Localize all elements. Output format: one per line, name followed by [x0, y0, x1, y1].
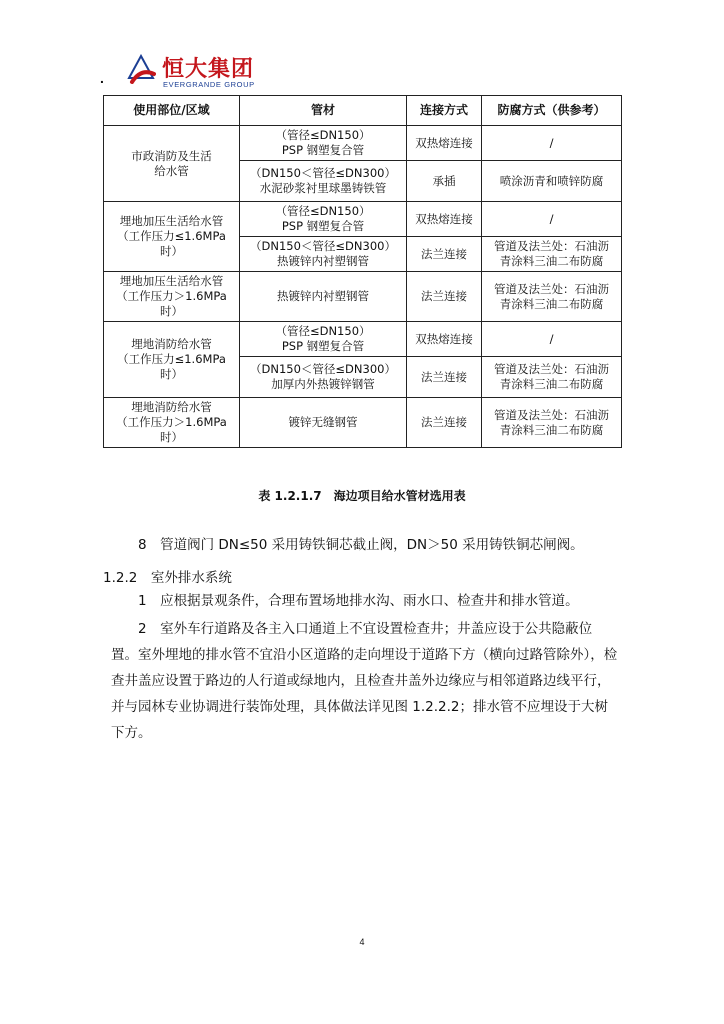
pipe-cell: 镀锌无缝钢管 — [240, 398, 407, 448]
connection-cell: 法兰连接 — [407, 357, 482, 398]
connection-cell: 法兰连接 — [407, 272, 482, 322]
anticorrosion-cell: 管道及法兰处：石油沥 青涂料三油二布防腐 — [482, 398, 622, 448]
pipe-cell: （管径≤DN150） PSP 钢塑复合管 — [240, 126, 407, 161]
connection-cell: 双热熔连接 — [407, 322, 482, 357]
area-cell: 埋地加压生活给水管 （工作压力≤1.6MPa 时） — [104, 202, 240, 272]
table-caption: 表 1.2.1.7 海边项目给水管材选用表 — [258, 489, 466, 503]
area-cell: 埋地加压生活给水管 （工作压力＞1.6MPa 时） — [104, 272, 240, 322]
table-row — [104, 398, 622, 448]
table-row — [104, 126, 622, 161]
header-area: 使用部位/区域 — [104, 96, 240, 126]
paragraph-item-1: 1 应根据景观条件，合理布置场地排水沟、雨水口、检查井和排水管道。 — [138, 593, 579, 609]
connection-cell: 法兰连接 — [407, 237, 482, 272]
pipe-cell: （DN150＜管径≤DN300） 水泥砂浆衬里球墨铸铁管 — [240, 161, 407, 202]
pipe-cell: （管径≤DN150） PSP 钢塑复合管 — [240, 322, 407, 357]
evergrande-logo-icon — [126, 54, 156, 84]
header-bullet: . — [100, 70, 104, 86]
page-header — [100, 50, 620, 94]
anticorrosion-cell: / — [482, 202, 622, 237]
anticorrosion-cell: 管道及法兰处：石油沥 青涂料三油二布防腐 — [482, 357, 622, 398]
logo-english-text: EVERGRANDE GROUP — [163, 80, 255, 89]
table-row — [104, 202, 622, 237]
connection-cell: 承插 — [407, 161, 482, 202]
logo-chinese-text: 恒大集团 — [162, 57, 255, 82]
connection-cell: 双热熔连接 — [407, 202, 482, 237]
pipe-cell: （DN150＜管径≤DN300） 加厚内外热镀锌钢管 — [240, 357, 407, 398]
paragraph-item-2: 2 室外车行道路及各主入口通道上不宜设置检查井；井盖应设于公共隐蔽位置。室外埋地的排水管不宜沿小区道路的走向埋设于道路下方（横向过路管除外），检查井盖应设置于路边的人行道或绿地内，且检查井盖外边缘应与相邻道路边线平行，并与园林专业协调进行装饰处理，具体做法详见图 1.2.2.2；排水管不应埋设于大树下方。 — [111, 621, 618, 741]
table-row — [104, 322, 622, 357]
anticorrosion-cell: 管道及法兰处：石油沥 青涂料三油二布防腐 — [482, 272, 622, 322]
pipe-cell: （DN150＜管径≤DN300） 热镀锌内衬塑钢管 — [240, 237, 407, 272]
header-anticorrosion: 防腐方式（供参考） — [482, 96, 622, 126]
pipe-cell: （管径≤DN150） PSP 钢塑复合管 — [240, 202, 407, 237]
anticorrosion-cell: / — [482, 322, 622, 357]
pipe-material-table — [103, 95, 622, 448]
area-cell: 市政消防及生活 给水管 — [104, 126, 240, 202]
area-cell: 埋地消防给水管 （工作压力＞1.6MPa 时） — [104, 398, 240, 448]
anticorrosion-cell: 喷涂沥青和喷锌防腐 — [482, 161, 622, 202]
header-pipe: 管材 — [240, 96, 407, 126]
header-connection: 连接方式 — [407, 96, 482, 126]
table-row — [104, 272, 622, 322]
anticorrosion-cell: / — [482, 126, 622, 161]
paragraph-item-8: 8 管道阀门 DN≤50 采用铸铁铜芯截止阀，DN＞50 采用铸铁铜芯闸阀。 — [138, 537, 584, 553]
connection-cell: 法兰连接 — [407, 398, 482, 448]
anticorrosion-cell: 管道及法兰处：石油沥 青涂料三油二布防腐 — [482, 237, 622, 272]
area-cell: 埋地消防给水管 （工作压力≤1.6MPa 时） — [104, 322, 240, 398]
connection-cell: 双热熔连接 — [407, 126, 482, 161]
company-logo — [126, 52, 266, 92]
pipe-cell: 热镀锌内衬塑钢管 — [240, 272, 407, 322]
section-heading: 1.2.2 室外排水系统 — [103, 570, 232, 586]
page-number: 4 — [359, 937, 365, 947]
table-header-row — [104, 96, 622, 126]
